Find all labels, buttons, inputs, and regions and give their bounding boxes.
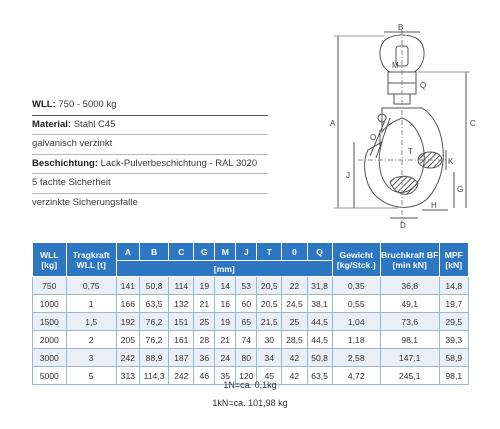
- header-col: M: [215, 243, 236, 261]
- spec-latch: verzinkte Sicherungsfalle: [32, 196, 138, 208]
- table-cell: 120: [236, 367, 257, 385]
- table-cell: 1,5: [66, 313, 116, 331]
- table-cell: 50,8: [139, 277, 168, 295]
- table-cell: 2: [66, 331, 116, 349]
- table-cell: 161: [169, 331, 194, 349]
- table-cell: 242: [116, 349, 139, 367]
- table-cell: 28,5: [282, 331, 307, 349]
- table-cell: 3000: [33, 349, 67, 367]
- table-cell: 35: [215, 367, 236, 385]
- table-row: [33, 331, 469, 349]
- table-cell: 19,7: [439, 295, 468, 313]
- table-cell: 25: [282, 313, 307, 331]
- table-cell: 2,58: [332, 349, 380, 367]
- table-cell: 24: [215, 349, 236, 367]
- table-cell: 245,1: [380, 367, 439, 385]
- table-cell: 19: [215, 313, 236, 331]
- table-cell: 147,1: [380, 349, 439, 367]
- table-cell: 44,5: [307, 313, 332, 331]
- table-cell: 1,18: [332, 331, 380, 349]
- table-cell: 24,5: [282, 295, 307, 313]
- table-row: [33, 349, 469, 367]
- dim-label-o: O: [370, 133, 377, 142]
- table-cell: 31,8: [307, 277, 332, 295]
- table-cell: 20,5: [257, 295, 282, 313]
- table-cell: 28: [194, 331, 215, 349]
- table-cell: 76,2: [139, 313, 168, 331]
- table-cell: 29,5: [439, 313, 468, 331]
- table-cell: 166: [116, 295, 139, 313]
- dim-label-h: H: [431, 201, 437, 210]
- table-cell: 21: [215, 331, 236, 349]
- table-cell: 151: [169, 313, 194, 331]
- table-cell: 141: [116, 277, 139, 295]
- table-cell: 80: [236, 349, 257, 367]
- table-cell: 53: [236, 277, 257, 295]
- table-cell: 14,8: [439, 277, 468, 295]
- table-cell: 0,75: [66, 277, 116, 295]
- table-cell: 132: [169, 295, 194, 313]
- table-cell: 5000: [33, 367, 67, 385]
- table-cell: 313: [116, 367, 139, 385]
- specification-table: [32, 242, 469, 385]
- table-cell: 50,8: [307, 349, 332, 367]
- table-cell: 114,3: [139, 367, 168, 385]
- table-cell: 65: [236, 313, 257, 331]
- table-cell: 1000: [33, 295, 67, 313]
- table-body: [33, 277, 469, 385]
- table-cell: 88,9: [139, 349, 168, 367]
- dim-label-d: D: [400, 221, 406, 230]
- table-cell: 114: [169, 277, 194, 295]
- table-cell: 98,1: [380, 331, 439, 349]
- table-cell: 22: [282, 277, 307, 295]
- spec-wll: WLL: 750 - 5000 kg: [32, 96, 268, 116]
- dim-label-a: A: [330, 119, 336, 128]
- table-cell: 42: [282, 367, 307, 385]
- dim-label-g: G: [457, 185, 464, 194]
- header-col: T: [257, 243, 282, 261]
- table-cell: 16: [215, 295, 236, 313]
- spec-list: [32, 96, 268, 212]
- table-cell: 42: [282, 349, 307, 367]
- header-wll: WLL [kg]: [33, 243, 67, 277]
- table-cell: 21: [194, 295, 215, 313]
- header-col: Q: [307, 243, 332, 261]
- table-cell: 49,1: [380, 295, 439, 313]
- table-cell: 58,9: [439, 349, 468, 367]
- table-row: [33, 277, 469, 295]
- spec-material: Material: Stahl C45: [32, 116, 268, 136]
- dim-label-j: J: [346, 171, 350, 180]
- table-cell: 21,5: [257, 313, 282, 331]
- table-cell: 63,5: [139, 295, 168, 313]
- dim-label-c: C: [470, 119, 476, 128]
- spec-coating: Beschichtung: Lack-Pulverbeschichtung - RAL 3020: [32, 155, 268, 175]
- table-cell: 1: [66, 295, 116, 313]
- footnote-kilonewton: 1kN=ca. 101,98 kg: [212, 398, 288, 408]
- table-cell: 63,5: [307, 367, 332, 385]
- table-cell: 25: [194, 313, 215, 331]
- header-col: J: [236, 243, 257, 261]
- header-col: B: [139, 243, 168, 261]
- footnote-newton: 1N=ca. 0,1kg: [223, 380, 277, 390]
- table-cell: 30: [257, 331, 282, 349]
- spec-finish: galvanisch verzinkt: [32, 135, 268, 155]
- dim-label-q: Q: [420, 81, 427, 90]
- header-gewicht: Gewicht [kg/Stck.]: [332, 243, 380, 277]
- table-cell: 4,72: [332, 367, 380, 385]
- table-cell: 60: [236, 295, 257, 313]
- table-cell: 36: [194, 349, 215, 367]
- table-cell: 5: [66, 367, 116, 385]
- dim-label-k: K: [448, 157, 454, 166]
- table-cell: 1500: [33, 313, 67, 331]
- table-cell: 192: [116, 313, 139, 331]
- table-cell: 20,5: [257, 277, 282, 295]
- header-mpf: MPF [kN]: [439, 243, 468, 277]
- table-cell: 0,35: [332, 277, 380, 295]
- header-bruchkraft: Bruchkraft BF [min kN]: [380, 243, 439, 277]
- hook-technical-drawing: [318, 22, 478, 232]
- table-cell: 45: [257, 367, 282, 385]
- table-cell: 34: [257, 349, 282, 367]
- header-col: 0: [282, 243, 307, 261]
- header-tragkraft: Tragkraft WLL [t]: [66, 243, 116, 277]
- table-cell: 242: [169, 367, 194, 385]
- table-cell: 19: [194, 277, 215, 295]
- spec-safety: 5 fachte Sicherheit: [32, 174, 268, 194]
- header-col: G: [194, 243, 215, 261]
- header-col: A: [116, 243, 139, 261]
- table-cell: 3: [66, 349, 116, 367]
- table-cell: 38,1: [307, 295, 332, 313]
- dim-label-t: T: [408, 147, 413, 156]
- table-cell: 74: [236, 331, 257, 349]
- header-col: C: [169, 243, 194, 261]
- table-cell: 44,5: [307, 331, 332, 349]
- dim-label-m: M: [392, 61, 399, 70]
- table-cell: 0,55: [332, 295, 380, 313]
- table-cell: 14: [215, 277, 236, 295]
- table-row: [33, 295, 469, 313]
- table-row: [33, 313, 469, 331]
- table-cell: 2000: [33, 331, 67, 349]
- table-cell: 73,6: [380, 313, 439, 331]
- table-cell: 36,8: [380, 277, 439, 295]
- table-cell: 39,3: [439, 331, 468, 349]
- table-cell: 98,1: [439, 367, 468, 385]
- table-cell: 46: [194, 367, 215, 385]
- table-cell: 187: [169, 349, 194, 367]
- table-cell: 750: [33, 277, 67, 295]
- dim-label-b: B: [398, 23, 404, 32]
- table-cell: 1,04: [332, 313, 380, 331]
- table-cell: 205: [116, 331, 139, 349]
- header-unit-mm: [mm]: [116, 261, 332, 277]
- table-cell: 76,2: [139, 331, 168, 349]
